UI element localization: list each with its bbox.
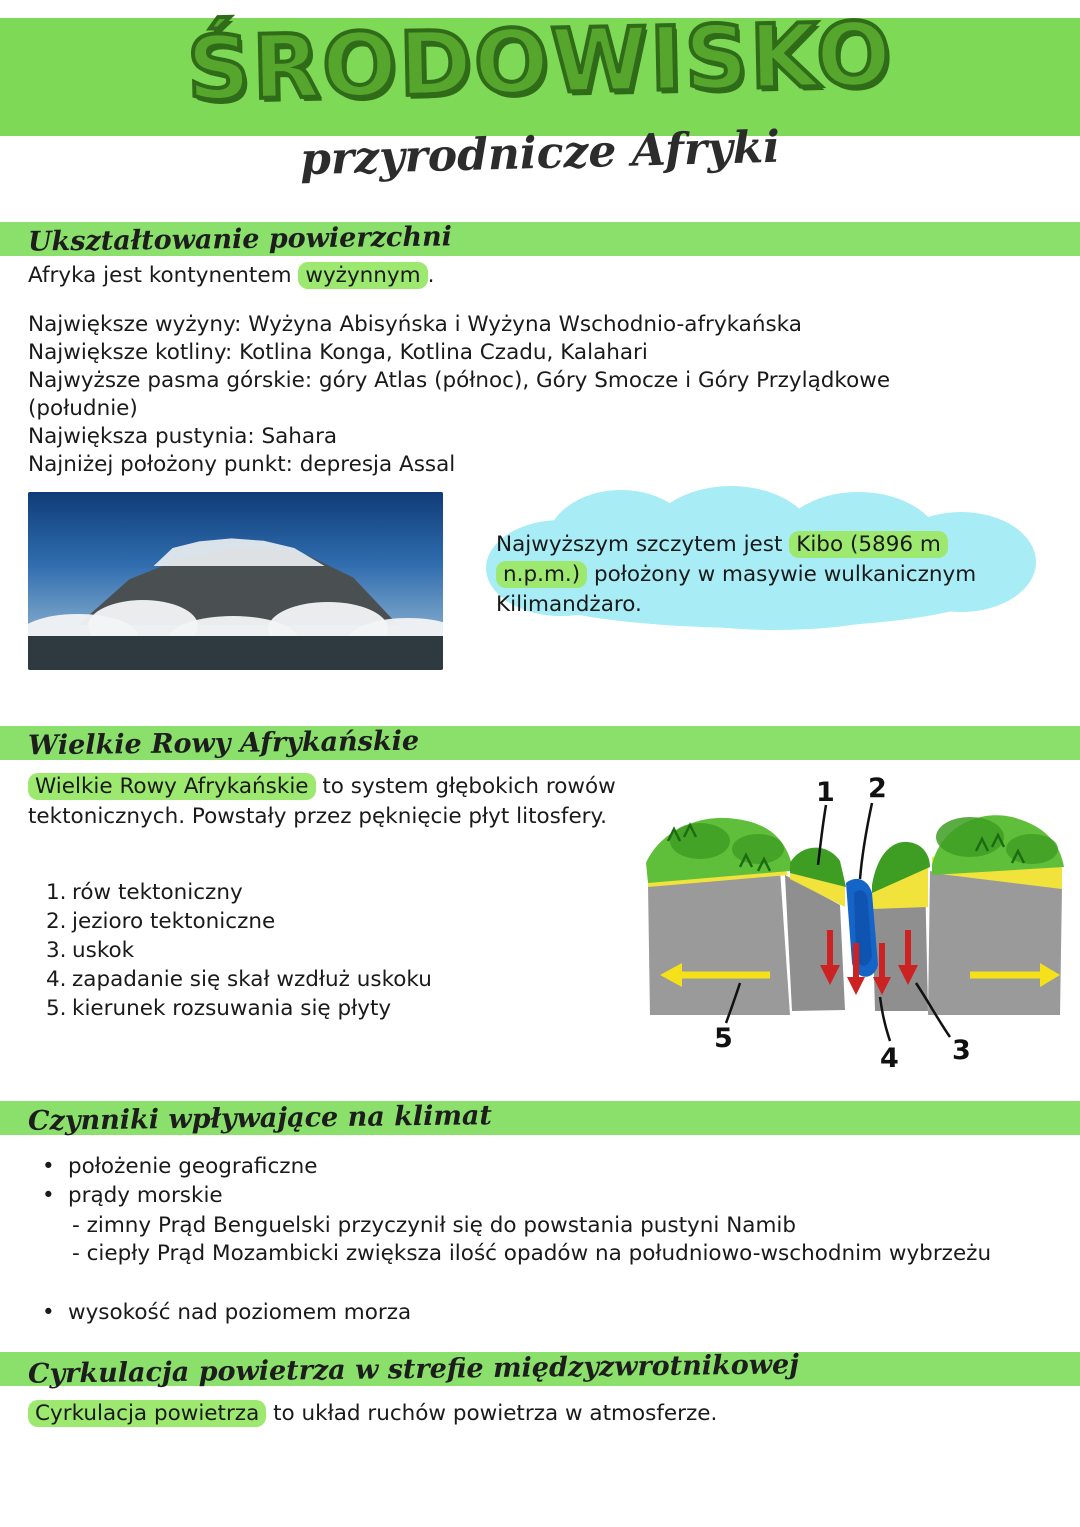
relief-fact: Największa pustynia: Sahara — [28, 424, 338, 449]
diagram-label-3: 3 — [952, 1035, 971, 1066]
list-item: • położenie geograficzne — [42, 1154, 318, 1179]
kibo-highlight-2: n.p.m.) — [496, 561, 587, 588]
kibo-text-before: Najwyższym szczytem jest — [496, 532, 790, 557]
climate-factors-list — [42, 1152, 1062, 1210]
list-item: 3. uskok — [46, 938, 135, 963]
page-subtitle: przyrodnicze Afryki — [299, 121, 781, 186]
circulation-highlight: Cyrkulacja powietrza — [28, 1400, 266, 1427]
list-item: 1. rów tektoniczny — [46, 880, 243, 905]
list-item: 4. zapadanie się skał wzdłuż uskoku — [46, 967, 432, 992]
photo-foreground — [28, 636, 443, 670]
diagram-label-2: 2 — [868, 775, 887, 804]
rift-paragraph — [28, 772, 628, 832]
section-title-ukształtowanie: Ukształtowanie powierzchni — [27, 221, 453, 258]
intro-paragraph — [28, 262, 728, 290]
page-title: ŚRODOWISKO — [185, 2, 895, 121]
climate-currents-notes — [72, 1212, 1072, 1268]
diagram-label-4: 4 — [880, 1043, 899, 1074]
relief-fact: Najwyższe pasma górskie: góry Atlas (północ), Góry Smocze i Góry Przylądkowe — [28, 368, 891, 393]
circulation-paragraph-rest: to układ ruchów powietrza w atmosferze. — [266, 1401, 718, 1426]
rift-numbered-list — [46, 878, 606, 1023]
rift-valley-diagram — [640, 775, 1070, 1085]
intro-highlight: wyżynnym — [298, 262, 427, 289]
diagram-label-5: 5 — [714, 1023, 733, 1054]
relief-fact: Najniżej położony punkt: depresja Assal — [28, 452, 456, 477]
current-note: - zimny Prąd Benguelski przyczynił się do powstania pustyni Namib — [72, 1213, 797, 1238]
relief-fact: Największe wyżyny: Wyżyna Abisyńska i Wyżyna Wschodnio-afrykańska — [28, 312, 802, 337]
section-title-rowy: Wielkie Rowy Afrykańskie — [27, 725, 420, 762]
section-title-czynniki: Czynniki wpływające na klimat — [27, 1100, 493, 1137]
intro-text-after: . — [427, 263, 435, 288]
rift-paragraph-rest: to system głębokich rowów tektonicznych. Powstały przez pęknięcie płyt litosfery. — [28, 774, 616, 829]
section-title-cyrkulacja: Cyrkulacja powietrza w strefie międzyzwrotnikowej — [27, 1349, 800, 1390]
current-note: - ciepły Prąd Mozambicki zwiększa ilość opadów na południowo-wschodnim wybrzeżu — [72, 1241, 992, 1266]
list-item: 5. kierunek rozsuwania się płyty — [46, 996, 392, 1021]
relief-facts-list — [28, 311, 1028, 479]
climate-factors-list-cont — [42, 1298, 1062, 1327]
circulation-paragraph — [28, 1400, 1038, 1428]
rift-highlight: Wielkie Rowy Afrykańskie — [28, 773, 316, 800]
list-item: • wysokość nad poziomem morza — [42, 1300, 412, 1325]
list-item: 2. jezioro tektoniczne — [46, 909, 276, 934]
relief-fact: (południe) — [28, 396, 138, 421]
kibo-text-after: położony w masywie wulkanicznym Kilimandżaro. — [496, 562, 977, 617]
list-item: • prądy morskie — [42, 1183, 223, 1208]
diagram-label-1: 1 — [816, 777, 835, 808]
relief-fact: Największe kotliny: Kotlina Konga, Kotlina Czadu, Kalahari — [28, 340, 648, 365]
kilimanjaro-photo — [28, 492, 443, 670]
kibo-highlight: Kibo (5896 m — [789, 531, 948, 558]
intro-text-before: Afryka jest kontynentem — [28, 263, 299, 288]
kibo-callout-text — [496, 530, 1016, 620]
